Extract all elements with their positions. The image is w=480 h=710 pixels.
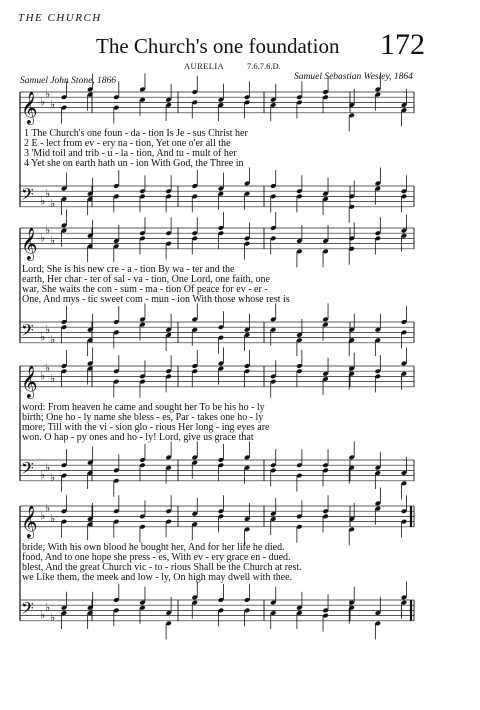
lyric-line: One, And mys - tic sweet com - mun - ion With those whose rest is [22, 294, 290, 305]
flat-sign: ♭ [40, 95, 46, 109]
flat-sign: ♭ [50, 98, 56, 111]
text-author: Samuel John Stone, 1866 [20, 76, 117, 86]
flat-sign: ♭ [50, 333, 56, 347]
flat-sign: ♭ [45, 223, 51, 237]
bass-clef: 𝄢 [21, 457, 34, 482]
lyric-line: 2 E - lect from ev - ery na - tion, Yet one o'er all the [24, 138, 231, 149]
flat-sign: ♭ [50, 372, 56, 385]
lyric-line: 3 'Mid toil and trib - u - la - tion, And tu - mult of her [24, 148, 237, 159]
flat-sign: ♭ [40, 468, 46, 482]
treble-clef: 𝄞 [21, 90, 38, 124]
tune-name: AURELIA [184, 61, 225, 71]
flat-sign: ♭ [45, 322, 51, 336]
lyric-line: 1 The Church's one foun - da - tion Is Je - sus Christ her [24, 128, 248, 139]
bass-clef: 𝄢 [21, 319, 34, 344]
bass-clef: 𝄢 [21, 597, 34, 622]
composer: Samuel Sebastian Wesley, 1864 [294, 72, 413, 82]
hymn-number: 172 [380, 28, 425, 61]
flat-sign: ♭ [50, 234, 56, 247]
lyric-line: we Like them, the meek and low - ly, On high may dwell with thee. [22, 572, 293, 583]
lyric-line: Lord; She is his new cre - a - tion By wa - ter and the [22, 264, 235, 275]
flat-sign: ♭ [50, 197, 56, 211]
flat-sign: ♭ [50, 611, 56, 625]
lyric-line: birth; One ho - ly name she bless - es, Par - takes one ho - ly [22, 412, 264, 423]
lyric-line: earth, Her char - ter of sal - va - tion, One Lord, one faith, one [22, 274, 270, 285]
flat-sign: ♭ [45, 501, 51, 515]
lyric-line: war, She waits the con - sum - ma - tion Of peace for ev - er - [22, 284, 268, 295]
treble-clef: 𝄞 [21, 226, 38, 260]
flat-sign: ♭ [45, 361, 51, 375]
lyric-line: won. O hap - py ones and ho - ly! Lord, give us grace that [22, 432, 254, 443]
flat-sign: ♭ [45, 87, 51, 101]
flat-sign: ♭ [45, 460, 51, 474]
lyric-line: bride; With his own blood he bought her, And for her life he died. [22, 542, 285, 553]
flat-sign: ♭ [40, 509, 46, 523]
section-label: THE CHURCH [18, 12, 102, 24]
flat-sign: ♭ [45, 186, 51, 200]
hymn-title: The Church's one foundation [96, 34, 340, 58]
flat-sign: ♭ [45, 600, 51, 614]
flat-sign: ♭ [50, 471, 56, 485]
flat-sign: ♭ [40, 231, 46, 245]
treble-clef: 𝄞 [21, 364, 38, 398]
flat-sign: ♭ [40, 194, 46, 208]
lyric-line: more; Till with the vi - sion glo - rious Her long - ing eyes are [22, 422, 270, 433]
flat-sign: ♭ [40, 608, 46, 622]
lyric-line: word: From heaven he came and sought her To be his ho - ly [22, 402, 265, 413]
treble-clef: 𝄞 [21, 504, 38, 538]
meter: 7.6.7.6.D. [247, 61, 281, 71]
lyric-line: blest, And the great Church vic - to - rious Shall be the Church at rest. [22, 562, 302, 573]
lyric-line: food, And to one hope she press - es, With ev - ery grace en - dued. [22, 552, 291, 563]
flat-sign: ♭ [50, 512, 56, 525]
lyric-line: 4 Yet she on earth hath un - ion With God, the Three in [24, 158, 244, 169]
flat-sign: ♭ [40, 330, 46, 344]
bass-clef: 𝄢 [21, 183, 34, 208]
flat-sign: ♭ [40, 369, 46, 383]
